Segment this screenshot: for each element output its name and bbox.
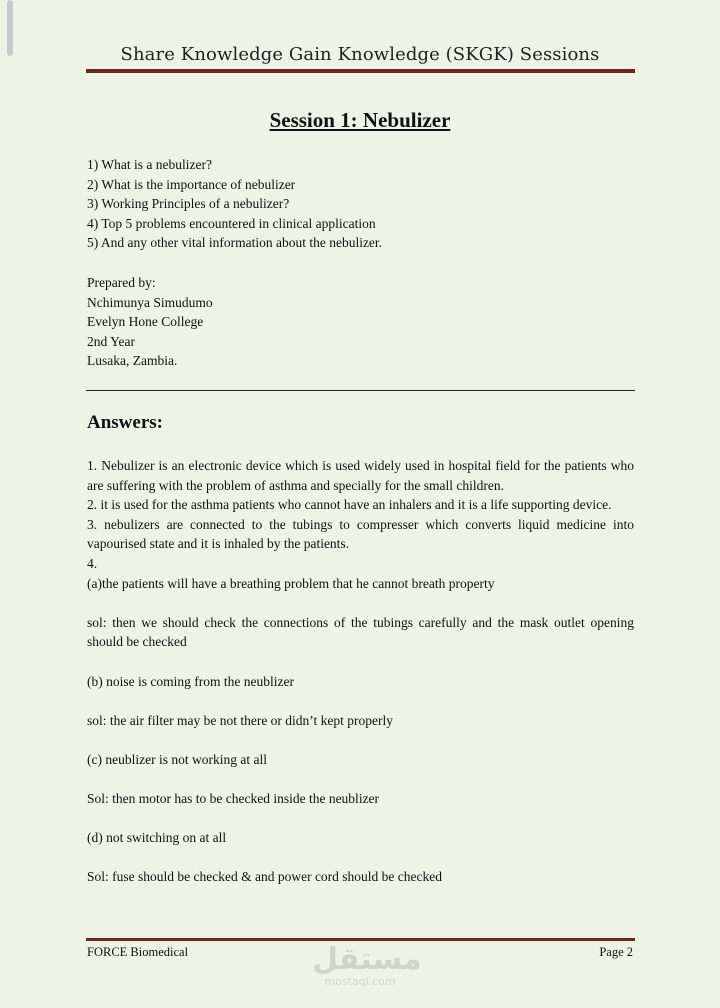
paragraph-gap [87,730,634,750]
watermark-logo [312,942,422,988]
answer-paragraph: 3. nebulizers are connected to the tubings to compresser which converts liquid medicine into vapourised state and it is inhaled by the patients. [87,516,634,552]
answer-paragraph: Sol: fuse should be checked & and power cord should be checked [87,869,443,885]
watermark-logo-text: مستقل [312,942,422,977]
answer-paragraph: (d) not switching on at all [87,830,227,846]
paragraph-gap [87,770,634,790]
paragraph-gap [87,652,634,672]
paragraph-gap [87,691,634,711]
author-year: 2nd Year [87,333,136,349]
answers-body [87,456,634,887]
answer-paragraph: (c) neublizer is not working at all [87,751,267,767]
question-item: 4) Top 5 problems encountered in clinical application [87,215,376,231]
question-item: 5) And any other vital information about the nebulizer. [87,235,383,251]
answer-paragraph: Sol: then motor has to be checked inside the neublizer [87,791,380,807]
answer-paragraph: (b) noise is coming from the neublizer [87,673,294,689]
paragraph-gap [87,848,634,868]
prepared-by-block [87,273,634,371]
author-name: Nchimunya Simudumo [87,294,213,310]
session-title: Session 1: Nebulizer [269,108,451,132]
page-header-title: Share Knowledge Gain Knowledge (SKGK) Sessions [120,44,600,65]
answers-heading: Answers: [87,412,163,433]
footer-organization: FORCE Biomedical [87,945,189,959]
prepared-by-label: Prepared by: [87,275,156,290]
answer-paragraph: sol: then we should check the connections of the tubings carefully and the mask outlet opening should be checked [87,614,634,650]
questions-list [87,155,634,253]
answer-paragraph: 4. [87,555,98,571]
header-rule [86,69,635,73]
paragraph-gap [87,593,634,613]
section-divider [86,390,635,391]
paragraph-gap [87,809,634,829]
answer-paragraph: (a)the patients will have a breathing problem that he cannot breath property [87,575,495,591]
footer-rule [86,938,635,941]
answer-paragraph: 2. it is used for the asthma patients who cannot have an inhalers and it is a life supporting device. [87,497,612,513]
author-location: Lusaka, Zambia. [87,353,178,369]
answer-paragraph: sol: the air filter may be not there or didn’t kept properly [87,712,394,728]
watermark-url: mostaql.com [324,975,396,988]
author-college: Evelyn Hone College [87,314,204,330]
question-item: 1) What is a nebulizer? [87,157,212,172]
answer-paragraph: 1. Nebulizer is an electronic device which is used widely used in hospital field for the patients who are suffering with the problem of asthma and specially for the small children. [87,458,634,493]
question-item: 3) Working Principles of a nebulizer? [87,196,290,212]
footer-page-number: Page 2 [599,945,633,959]
question-item: 2) What is the importance of nebulizer [87,176,296,192]
